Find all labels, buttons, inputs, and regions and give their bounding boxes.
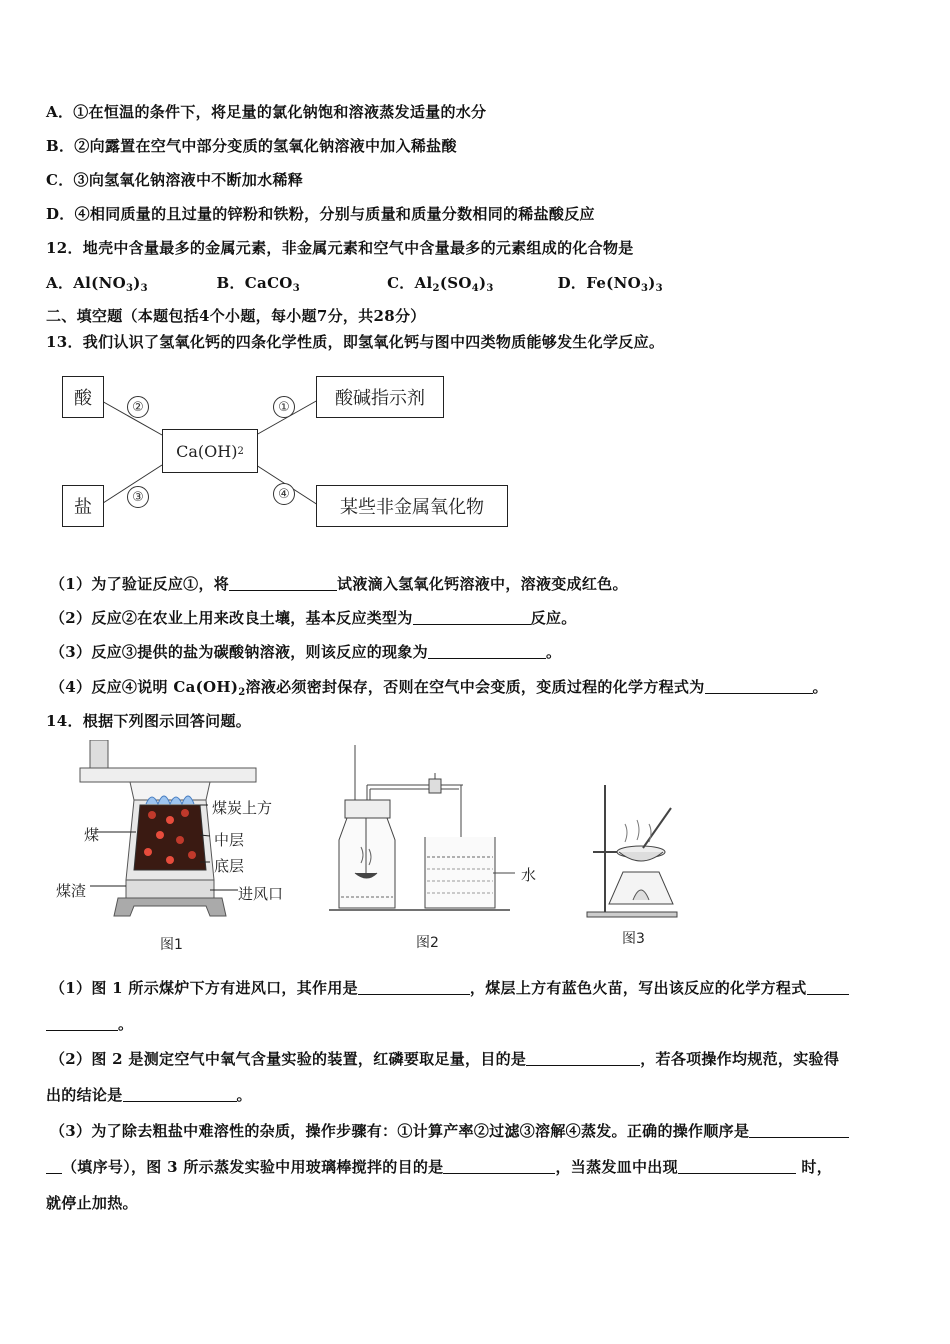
q12-option-c xyxy=(387,272,552,294)
q14-p2-text-4: 。 xyxy=(236,1086,252,1104)
q13-stem: 13．我们认识了氢氧化钙的四条化学性质，即氢氧化钙与图中四类物质能够发生化学反应。 xyxy=(46,333,665,351)
circle-2: ② xyxy=(127,396,149,418)
q14-p3-text-3: ，当蒸发皿中出现 xyxy=(555,1158,678,1176)
circle-3: ③ xyxy=(127,486,149,508)
q12-a-sub2: 3 xyxy=(140,283,148,294)
q11-option-d: D．④相同质量的且过量的锌粉和铁粉，分别与质量和质量分数相同的稀盐酸反应 xyxy=(46,205,595,223)
q12-d-post: ) xyxy=(648,274,656,292)
fig1-label-coal: 煤 xyxy=(84,826,100,844)
fig1-label-bottom: 底层 xyxy=(214,857,245,875)
q14-p3-text-4: 时， xyxy=(795,1158,833,1176)
q13-p3-text: （3）反应③提供的盐为碳酸钠溶液，则该反应的现象为 xyxy=(50,643,428,661)
answer-blank[interactable] xyxy=(749,1123,849,1138)
center-formula-sub: 2 xyxy=(237,445,244,457)
answer-blank[interactable] xyxy=(428,644,546,659)
q14-p1-text-3: 。 xyxy=(118,1015,134,1033)
q13-part1 xyxy=(50,573,628,594)
q12-c-sub3: 3 xyxy=(486,283,494,294)
q11-option-c: C．③向氢氧化钠溶液中不断加水稀释 xyxy=(46,171,304,189)
q12-b-sub: 3 xyxy=(292,283,300,294)
fig1-label-middle: 中层 xyxy=(214,831,245,849)
q14-stem: 14．根据下列图示回答问题。 xyxy=(46,712,252,730)
center-formula: Ca(OH) xyxy=(176,441,238,461)
section-2-heading: 二、填空题（本题包括4个小题，每小题7分，共28分） xyxy=(46,307,426,325)
fig2-label-water: 水 xyxy=(521,866,537,884)
answer-blank[interactable] xyxy=(413,610,531,625)
q13-p2-text-2: 反应。 xyxy=(530,609,577,627)
q14-part1-cont xyxy=(46,1013,133,1034)
answer-blank[interactable] xyxy=(123,1087,237,1102)
q14-p2-text: （2）图 2 是测定空气中氧气含量实验的装置，红磷要取足量，目的是 xyxy=(50,1050,527,1068)
q14-p3-text: （3）为了除去粗盐中难溶性的杂质，操作步骤有：①计算产率②过滤③溶解④蒸发。正确的操作顺序是 xyxy=(50,1122,750,1140)
q13-p2-text: （2）反应②在农业上用来改良土壤，基本反应类型为 xyxy=(50,609,413,627)
q14-p2-text-3: 出的结论是 xyxy=(46,1086,123,1104)
q14-p3-text-2: （填序号），图 3 所示蒸发实验中用玻璃棒搅拌的目的是 xyxy=(62,1158,444,1176)
fig1-label-slag: 煤渣 xyxy=(56,882,87,900)
fig1-label-top: 煤炭上方 xyxy=(212,799,273,817)
answer-blank[interactable] xyxy=(443,1159,555,1174)
answer-blank[interactable] xyxy=(229,576,337,591)
center-box xyxy=(162,429,258,473)
q13-p4-text-3: 。 xyxy=(812,678,828,696)
q14-part2 xyxy=(50,1048,839,1069)
q12-c-text: C．Al xyxy=(387,274,433,292)
circle-4: ④ xyxy=(273,483,295,505)
q12-option-d xyxy=(558,272,663,294)
q14-part3-end: 就停止加热。 xyxy=(46,1194,138,1212)
q13-p4-text: （4）反应④说明 Ca(OH) xyxy=(50,678,239,696)
q12-d-sub2: 3 xyxy=(655,283,663,294)
q12-c-sub: 2 xyxy=(432,283,440,294)
answer-blank[interactable] xyxy=(358,980,470,995)
q14-part2-cont xyxy=(46,1084,252,1105)
q14-part3-cont xyxy=(46,1156,832,1177)
q14-part3 xyxy=(50,1120,849,1141)
answer-blank[interactable] xyxy=(46,1159,62,1174)
circle-1: ① xyxy=(273,396,295,418)
fig3-evaporation-drawing xyxy=(585,780,685,920)
answer-blank[interactable] xyxy=(705,679,813,694)
q13-p4-text-2: 溶液必须密封保存，否则在空气中会变质，变质过程的化学方程式为 xyxy=(245,678,705,696)
q12-option-b xyxy=(217,272,382,294)
q12-c-mid: (SO xyxy=(439,274,472,292)
indicator-box: 酸碱指示剂 xyxy=(316,376,444,418)
q14-p1-text-2: ，煤层上方有蓝色火苗，写出该反应的化学方程式 xyxy=(469,979,807,997)
answer-blank[interactable] xyxy=(807,980,849,995)
q12-stem: 12．地壳中含量最多的金属元素，非金属元素和空气中含量最多的元素组成的化合物是 xyxy=(46,239,634,257)
q13-part3 xyxy=(50,641,561,662)
q13-p3-text-2: 。 xyxy=(545,643,562,661)
fig2-caption: 图2 xyxy=(416,935,439,951)
q11-option-a: A．①在恒温的条件下，将足量的氯化钠饱和溶液蒸发适量的水分 xyxy=(46,103,487,121)
acid-box: 酸 xyxy=(62,376,104,418)
answer-blank[interactable] xyxy=(46,1016,118,1031)
q14-p2-text-2: ，若各项操作均规范，实验得 xyxy=(640,1050,840,1068)
q13-p1-text: （1）为了验证反应①，将 xyxy=(50,575,230,593)
q12-a-sub: 3 xyxy=(125,283,134,294)
q12-a-post: ) xyxy=(133,274,141,292)
fig2-apparatus-drawing xyxy=(325,745,525,920)
q14-p1-text: （1）图 1 所示煤炉下方有进风口，其作用是 xyxy=(50,979,358,997)
q12-c-post: ) xyxy=(478,274,487,292)
oxide-box: 某些非金属氧化物 xyxy=(316,485,508,527)
q12-options xyxy=(46,272,663,294)
q13-p1-text-2: 试液滴入氢氧化钙溶液中，溶液变成红色。 xyxy=(337,575,628,593)
answer-blank[interactable] xyxy=(678,1159,796,1174)
q12-c-sub2: 4 xyxy=(471,283,479,294)
salt-box: 盐 xyxy=(62,485,104,527)
fig1-label-inlet: 进风口 xyxy=(238,885,284,903)
fig1-caption: 图1 xyxy=(160,937,183,953)
q12-d-sub: 3 xyxy=(640,283,649,294)
fig3-caption: 图3 xyxy=(622,931,645,947)
q12-d-text: D．Fe(NO xyxy=(557,274,641,292)
q12-a-text: A．Al(NO xyxy=(46,274,126,292)
q14-part1 xyxy=(50,977,849,998)
q12-b-text: B．CaCO xyxy=(216,274,293,292)
q13-part2 xyxy=(50,607,577,628)
q11-option-b: B．②向露置在空气中部分变质的氢氧化钠溶液中加入稀盐酸 xyxy=(46,137,457,155)
q13-part4 xyxy=(50,676,828,698)
q13-p4-sub: 2 xyxy=(238,687,246,698)
q12-option-a xyxy=(46,272,211,294)
answer-blank[interactable] xyxy=(526,1051,640,1066)
